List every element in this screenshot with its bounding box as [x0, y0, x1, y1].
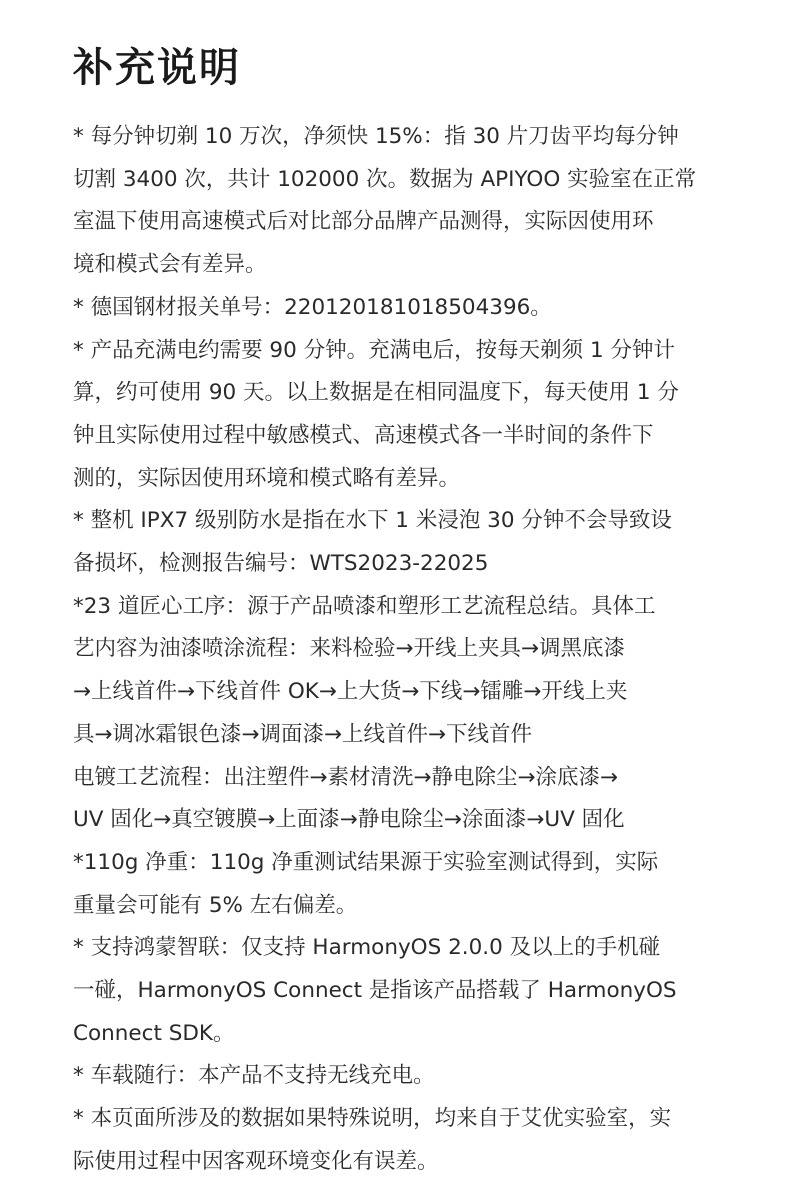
note-line: * 本页面所涉及的数据如果特殊说明，均来自于艾优实验室，实	[73, 1106, 672, 1132]
note-line: *110g 净重：110g 净重测试结果源于实验室测试得到，实际	[73, 849, 659, 875]
note-line: *23 道匠心工序：源于产品喷漆和塑形工艺流程总结。具体工	[73, 593, 656, 619]
note-line: 切割 3400 次，共计 102000 次。数据为 APIYOO 实验室在正常	[73, 166, 697, 192]
note-line: * 每分钟切剃 10 万次，净须快 15%：指 30 片刀齿平均每分钟	[73, 124, 679, 149]
note-line: 室温下使用高速模式后对比部分品牌产品测得，实际因使用环	[73, 209, 654, 235]
note-line: * 产品充满电约需要 90 分钟。充满电后，按每天剃须 1 分钟计	[73, 337, 675, 363]
note-line: Connect SDK。	[73, 1020, 235, 1046]
note-line: 钟且实际使用过程中敏感模式、高速模式各一半时间的条件下	[73, 422, 654, 448]
note-line: 具→调冰霜银色漆→调面漆→上线首件→下线首件	[73, 721, 533, 747]
note-line: 备损坏，检测报告编号：WTS2023-22025	[73, 551, 489, 577]
note-line: 境和模式会有差异。	[73, 252, 267, 278]
page-title: 补充说明	[73, 45, 241, 91]
note-line: UV 固化→真空镀膜→上面漆→静电除尘→涂面漆→UV 固化	[73, 807, 625, 833]
notes-body	[73, 116, 716, 1184]
note-line: 重量会可能有 5% 左右偏差。	[73, 892, 358, 918]
note-line: 际使用过程中因客观环境变化有误差。	[73, 1148, 439, 1174]
note-line: →上线首件→下线首件 OK→上大货→下线→镭雕→开线上夹	[73, 679, 628, 705]
note-line: * 支持鸿蒙智联：仅支持 HarmonyOS 2.0.0 及以上的手机碰	[73, 935, 661, 961]
note-line: * 德国钢材报关单号：220120181018504396。	[73, 294, 552, 320]
note-line: 艺内容为油漆喷涂流程：来料检验→开线上夹具→调黑底漆	[73, 636, 626, 662]
note-line: 一碰，HarmonyOS Connect 是指该产品搭载了 HarmonyOS	[73, 978, 677, 1004]
note-line: * 整机 IPX7 级别防水是指在水下 1 米浸泡 30 分钟不会导致设	[73, 508, 672, 534]
note-line: 算，约可使用 90 天。以上数据是在相同温度下，每天使用 1 分	[73, 380, 679, 406]
note-line: 测的，实际因使用环境和模式略有差异。	[73, 465, 461, 491]
note-line: 电镀工艺流程：出注塑件→素材清洗→静电除尘→涂底漆→	[73, 764, 619, 790]
note-line: * 车载随行：本产品不支持无线充电。	[73, 1063, 435, 1089]
